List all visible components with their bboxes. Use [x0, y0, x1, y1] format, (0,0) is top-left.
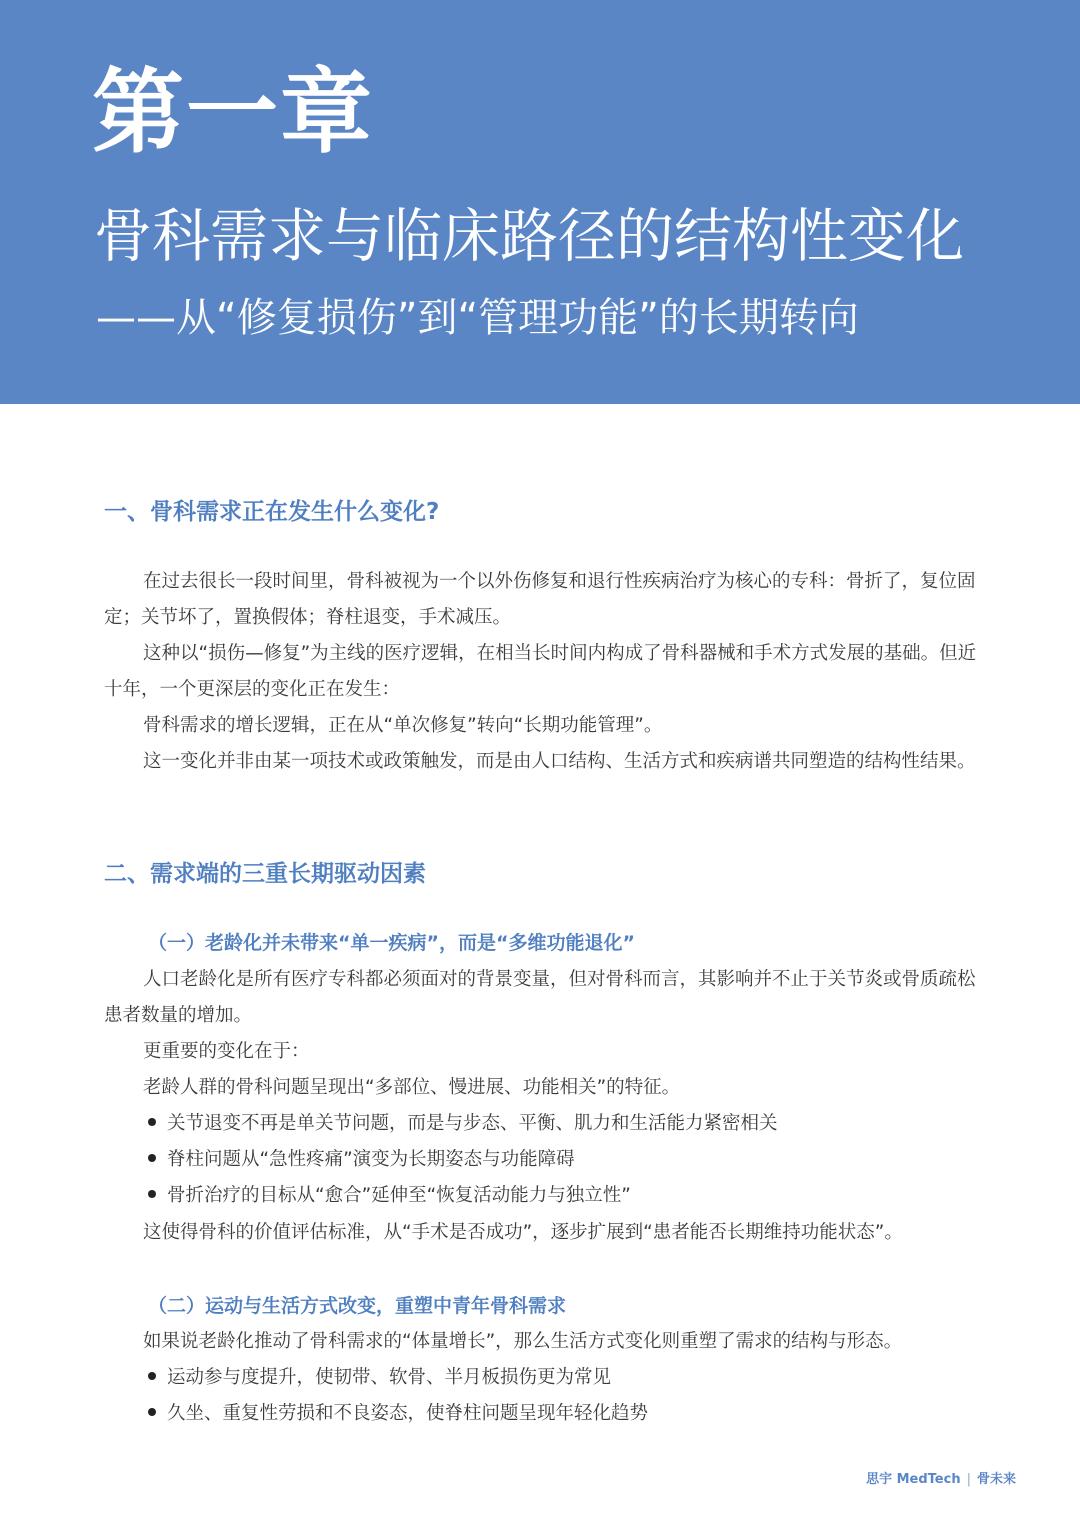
list-item: 运动参与度提升，使韧带、软骨、半月板损伤更为常见 [148, 1360, 988, 1396]
list-item: 久坐、重复性劳损和不良姿态，使脊柱问题呈现年轻化趋势 [148, 1396, 988, 1432]
section-heading-1: 一、骨科需求正在发生什么变化? [104, 499, 440, 525]
section-heading-2: 二、需求端的三重长期驱动因素 [104, 861, 426, 887]
list-item: 关节退变不再是单关节问题，而是与步态、平衡、肌力和生活能力紧密相关 [148, 1106, 988, 1142]
chapter-header-band [0, 0, 1080, 404]
paragraph: 这使得骨科的价值评估标准，从“手术是否成功”，逐步扩展到“患者能否长期维持功能状态”。 [143, 1222, 903, 1243]
paragraph: 骨科需求的增长逻辑，正在从“单次修复”转向“长期功能管理”。 [143, 715, 663, 736]
bullet-dot-icon [148, 1118, 156, 1126]
paragraph: 这种以“损伤—修复”为主线的医疗逻辑，在相当长时间内构成了骨科器械和手术方式发展的基础。但近十年，一个更深层的变化正在发生： [104, 643, 977, 700]
paragraph: 老龄人群的骨科问题呈现出“多部位、慢进展、功能相关”的特征。 [143, 1077, 681, 1098]
footer-separator: | [966, 1472, 971, 1487]
bullet-dot-icon [148, 1372, 156, 1380]
paragraph: 如果说老龄化推动了骨科需求的“体量增长”，那么生活方式变化则重塑了需求的结构与形态。 [143, 1331, 903, 1352]
footer-tagline: 骨未来 [976, 1472, 1016, 1487]
bullet-dot-icon [148, 1190, 156, 1198]
footer-brand: 思宇 MedTech [866, 1472, 961, 1487]
list-item: 脊柱问题从“急性疼痛”演变为长期姿态与功能障碍 [148, 1142, 988, 1178]
paragraph: 在过去很长一段时间里，骨科被视为一个以外伤修复和退行性疾病治疗为核心的专科：骨折了，复位固定；关节坏了，置换假体；脊柱退变，手术减压。 [104, 571, 976, 628]
paragraph: 人口老龄化是所有医疗专科都必须面对的背景变量，但对骨科而言，其影响并不止于关节炎或骨质疏松患者数量的增加。 [104, 969, 976, 1026]
bullet-dot-icon [148, 1154, 156, 1162]
page-footer [866, 1468, 1016, 1487]
bullet-dot-icon [148, 1408, 156, 1416]
chapter-subtitle: ——从“修复损伤”到“管理功能”的长期转向 [96, 295, 859, 341]
list-item: 骨折治疗的目标从“愈合”延伸至“恢复活动能力与独立性” [148, 1178, 988, 1214]
chapter-title: 骨科需求与临床路径的结构性变化 [94, 202, 965, 270]
chapter-label: 第一章 [92, 59, 375, 166]
sub-heading-2: （二）运动与生活方式改变，重塑中青年骨科需求 [148, 1295, 567, 1317]
paragraph: 这一变化并非由某一项技术或政策触发，而是由人口结构、生活方式和疾病谱共同塑造的结构性结果。 [143, 751, 976, 772]
sub-heading-1: （一）老龄化并未带来“单一疾病”，而是“多维功能退化” [148, 932, 635, 954]
paragraph: 更重要的变化在于： [143, 1041, 310, 1062]
